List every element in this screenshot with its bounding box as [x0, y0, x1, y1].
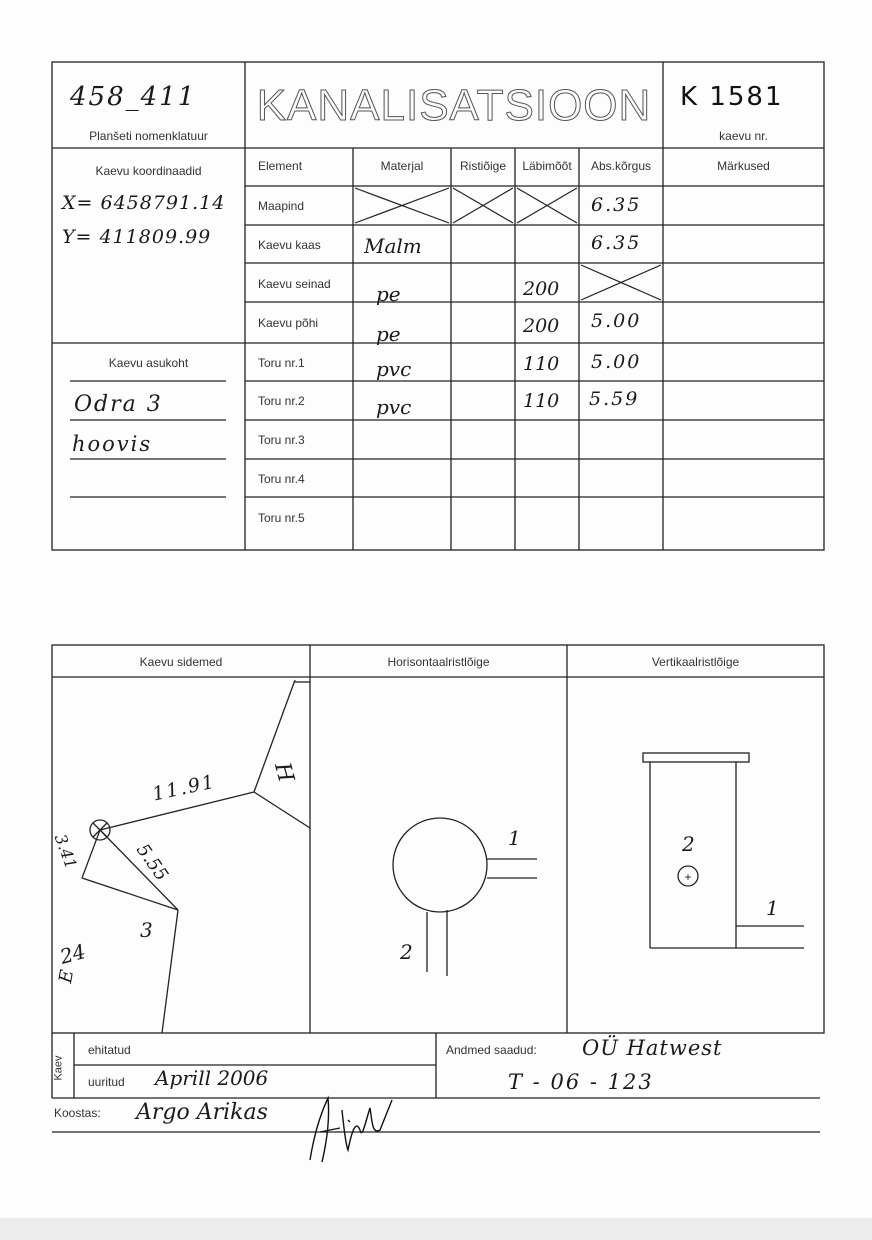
cell-diameter: 200: [523, 278, 560, 300]
vertical-header: Vertikaalristlõige: [651, 655, 740, 669]
tie-label-h: H: [269, 759, 299, 786]
row-label: Kaevu kaas: [258, 238, 321, 252]
coordinates-label: Kaevu koordinaadid: [95, 164, 202, 178]
cell-material: pe: [376, 322, 401, 346]
horizontal-pipe-1-label: 1: [508, 826, 521, 850]
tie-label-e: E: [55, 968, 79, 985]
ties-header: Kaevu sidemed: [139, 655, 223, 669]
well-number-label: kaevu nr.: [719, 129, 768, 143]
cell-diameter: 200: [523, 315, 560, 337]
compiled-value: Argo Arikas: [136, 1100, 268, 1125]
row-label: Kaevu seinad: [258, 277, 331, 291]
col-header-diameter: Läbimõõt: [522, 159, 572, 173]
scan-edge: [0, 1218, 872, 1240]
built-label: ehitatud: [88, 1043, 131, 1057]
col-header-element: Element: [258, 159, 303, 173]
nomenclature-value: 458_411: [70, 82, 197, 112]
cell-material: pvc: [376, 357, 412, 381]
row-label: Maapind: [258, 199, 305, 213]
cell-height: 5.59: [589, 388, 640, 410]
tie-distance-label: 24: [57, 939, 89, 969]
coordinate-y: Y= 411809.99: [62, 226, 212, 248]
row-label: Toru nr.2: [258, 394, 305, 408]
nomenclature-label: Planšeti nomenklatuur: [89, 129, 208, 143]
cell-material: Malm: [364, 234, 422, 258]
footer-grid: [0, 1030, 872, 1140]
tie-distance-label: 11.91: [150, 770, 218, 806]
cell-material: pvc: [376, 395, 412, 419]
tie-distance-label: 3: [140, 918, 153, 942]
cell-height: 6.35: [591, 232, 642, 254]
row-label: Toru nr.5: [258, 511, 305, 525]
cell-height: 5.00: [591, 351, 642, 373]
vertical-pipe-2-label: 2: [682, 832, 695, 856]
location-line-2: hoovis: [72, 432, 153, 456]
col-header-material: Materjal: [380, 159, 424, 173]
row-label: Toru nr.4: [258, 472, 305, 486]
compiled-label: Koostas:: [54, 1106, 101, 1120]
horizontal-pipe-2-label: 2: [400, 940, 413, 964]
row-label: Toru nr.3: [258, 433, 305, 447]
surveyed-value: Aprill 2006: [155, 1066, 269, 1090]
data-source-label: Andmed saadud:: [446, 1043, 537, 1057]
col-header-abs-height: Abs.kõrgus: [590, 159, 652, 173]
horizontal-header: Horisontaalristlõige: [387, 655, 490, 669]
coordinate-x: X= 6458791.14: [62, 192, 226, 214]
cell-diameter: 110: [523, 353, 560, 375]
location-line-1: Odra 3: [74, 392, 163, 417]
well-label: Kaev: [52, 1055, 65, 1081]
pipe-inlet-plus-icon: +: [684, 870, 692, 884]
tie-distance-label: 3.41: [50, 831, 81, 872]
form-title: KANALISATSIOON: [256, 81, 652, 130]
surveyed-label: uuritud: [88, 1075, 125, 1089]
well-number: K 1581: [680, 82, 784, 112]
vertical-pipe-1-label: 1: [766, 896, 779, 920]
cell-height: 5.00: [591, 310, 642, 332]
cell-diameter: 110: [523, 390, 560, 412]
col-header-cross-section: Ristiõige: [459, 159, 507, 173]
tie-distance-label: 5.55: [131, 840, 173, 885]
row-label: Toru nr.1: [258, 356, 305, 370]
data-source-ref: T - 06 - 123: [508, 1070, 654, 1094]
ties-sketch: [82, 680, 310, 1033]
cell-material: pe: [376, 282, 401, 306]
signature: [300, 1090, 400, 1170]
col-header-remarks: Märkused: [717, 159, 770, 173]
location-label: Kaevu asukoht: [108, 356, 189, 370]
row-label: Kaevu põhi: [258, 316, 319, 330]
vertical-section-sketch: [643, 753, 804, 948]
cell-height: 6.35: [591, 194, 642, 216]
data-source-value: OÜ Hatwest: [582, 1036, 723, 1060]
